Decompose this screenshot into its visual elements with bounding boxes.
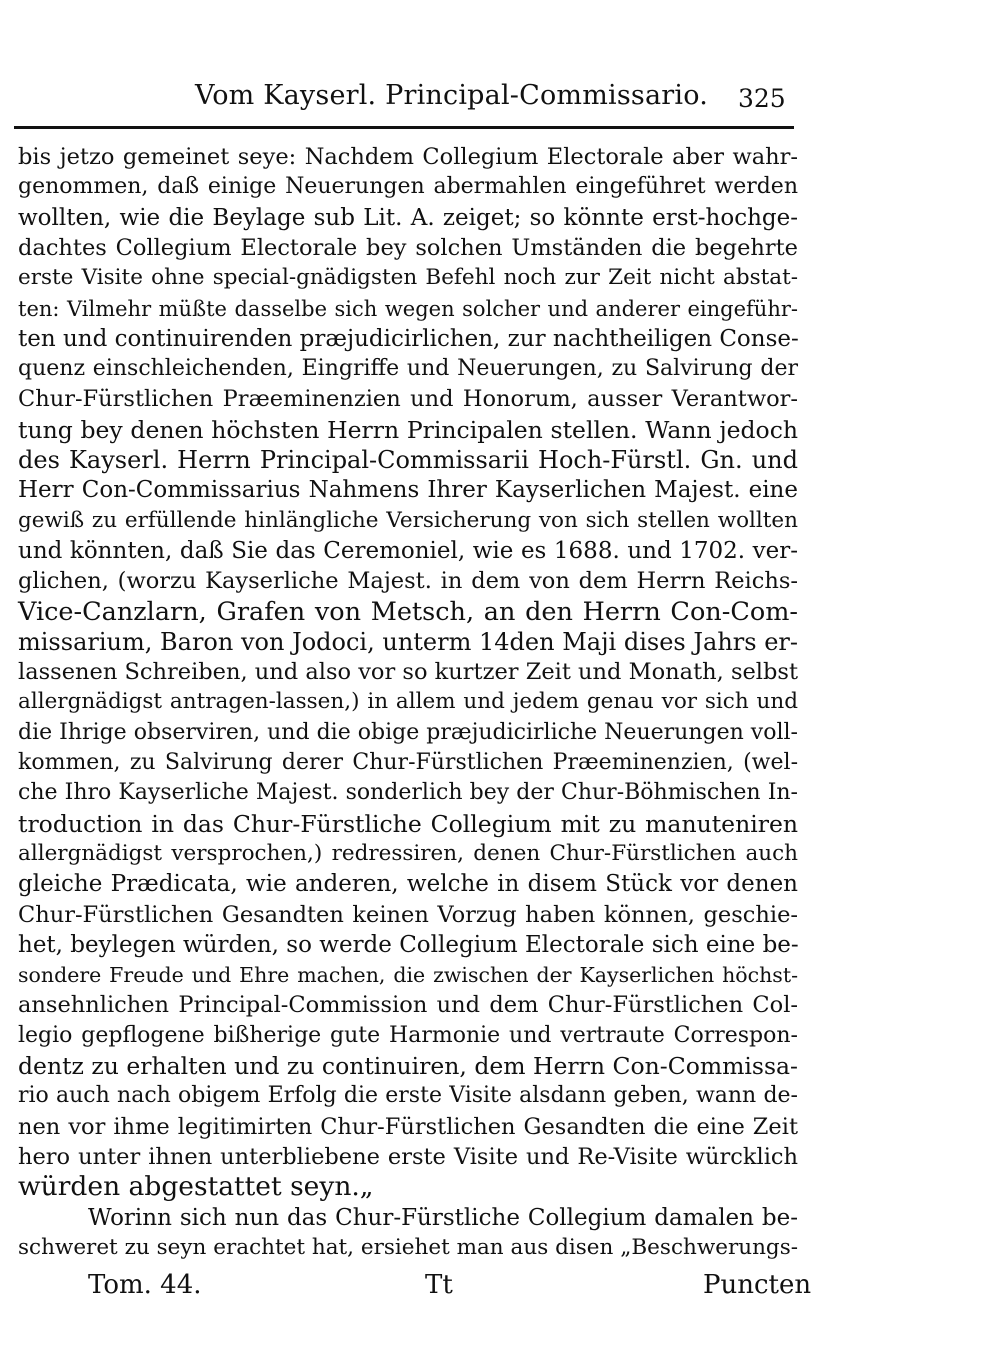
header-rule: [14, 126, 794, 129]
text-line: allergnädigst versprochen,) redressiren, denen Chur-Fürstlichen auch: [18, 840, 798, 866]
text-line: tung bey denen höchsten Herrn Principalen stellen. Wann jedoch: [18, 415, 798, 444]
text-line: allergnädigst antragen-lassen,) in allem und jedem genau vor sich und: [18, 689, 798, 715]
text-line: würden abgestattet seyn.„: [18, 1171, 374, 1203]
text-line: kommen, zu Salvirung derer Chur-Fürstlichen Præeminenzien, (wel-: [18, 750, 798, 775]
text-line: schweret zu seyn erachtet hat, ersiehet man aus disen „Beschwerungs-: [18, 1234, 798, 1260]
text-line: ten und continuirenden præjudicirlichen, zur nachtheiligen Conse-: [18, 325, 799, 352]
text-line: che Ihro Kayserliche Majest. sonderlich bey der Chur-Böhmischen In-: [18, 780, 798, 806]
text-line: erste Visite ohne special-gnädigsten Befehl noch zur Zeit nicht abstat-: [18, 265, 798, 291]
text-line: ten: Vilmehr müßte dasselbe sich wegen solcher und anderer eingeführ-: [18, 296, 798, 321]
text-line: des Kayserl. Herrn Principal-Commissarii Hoch-Fürstl. Gn. und: [18, 446, 798, 474]
text-line: Herr Con-Commissarius Nahmens Ihrer Kayserlichen Majest. eine: [18, 477, 798, 504]
text-line: und könnten, daß Sie das Ceremoniel, wie es 1688. und 1702. ver-: [18, 537, 798, 564]
text-line: Vice-Canzlarn, Grafen von Metsch, an den Herrn Con-Com-: [18, 596, 798, 627]
text-line: troduction in das Chur-Fürstliche Collegium mit zu manuteniren: [18, 809, 798, 838]
text-line: missarium, Baron von Jodoci, unterm 14den Maji dises Jahrs er-: [18, 627, 798, 656]
text-line: Worinn sich nun das Chur-Fürstliche Collegium damalen be-: [88, 1204, 798, 1231]
catchword: Puncten: [703, 1270, 812, 1300]
text-line: wollten, wie die Beylage sub Lit. A. zeiget; so könnte erst-hochge-: [18, 204, 798, 231]
running-title: Vom Kayserl. Principal-Commissario.: [195, 80, 708, 111]
text-line: ansehnlichen Principal-Commission und dem Chur-Fürstlichen Col-: [18, 992, 798, 1019]
text-line: lassenen Schreiben, und also vor so kurtzer Zeit und Monath, selbst: [18, 659, 798, 686]
text-line: quenz einschleichenden, Eingriffe und Neuerungen, zu Salvirung der: [18, 356, 798, 382]
text-line: hero unter ihnen unterbliebene erste Visite und Re-Visite würcklich: [18, 1143, 798, 1170]
signature-mark: Tt: [425, 1270, 453, 1300]
text-line: dachtes Collegium Electorale bey solchen Umständen die begehrte: [18, 234, 798, 261]
text-line: die Ihrige observiren, und die obige præjudicirliche Neuerungen voll-: [18, 719, 798, 745]
text-line: genommen, daß einige Neuerungen abermahlen eingeführet werden: [18, 174, 798, 200]
text-line: gewiß zu erfüllende hinlängliche Versicherung von sich stellen wollten: [18, 507, 798, 533]
text-line: sondere Freude und Ehre machen, die zwischen der Kayserlichen höchst-: [18, 963, 798, 988]
volume-label: Tom. 44.: [88, 1270, 202, 1300]
text-line: glichen, (worzu Kayserliche Majest. in dem von dem Herrn Reichs-: [18, 568, 798, 595]
page-number: 325: [738, 84, 786, 113]
text-line: bis jetzo gemeinet seye: Nachdem Collegium Electorale aber wahr-: [18, 144, 798, 170]
text-line: Chur-Fürstlichen Gesandten keinen Vorzug haben können, geschie-: [18, 901, 798, 928]
text-line: gleiche Prædicata, wie anderen, welche in disem Stück vor denen: [18, 871, 798, 898]
text-line: dentz zu erhalten und zu continuiren, dem Herrn Con-Commissa-: [18, 1052, 798, 1080]
text-line: het, beylegen würden, so werde Collegium Electorale sich eine be-: [18, 931, 799, 958]
text-line: nen vor ihme legitimirten Chur-Fürstlichen Gesandten die eine Zeit: [18, 1113, 798, 1140]
text-line: rio auch nach obigem Erfolg die erste Visite alsdann geben, wann de-: [18, 1083, 798, 1109]
text-line: legio gepflogene bißherige gute Harmonie und vertraute Correspon-: [18, 1022, 798, 1048]
text-line: Chur-Fürstlichen Præeminenzien und Honorum, ausser Verantwor-: [18, 386, 798, 413]
